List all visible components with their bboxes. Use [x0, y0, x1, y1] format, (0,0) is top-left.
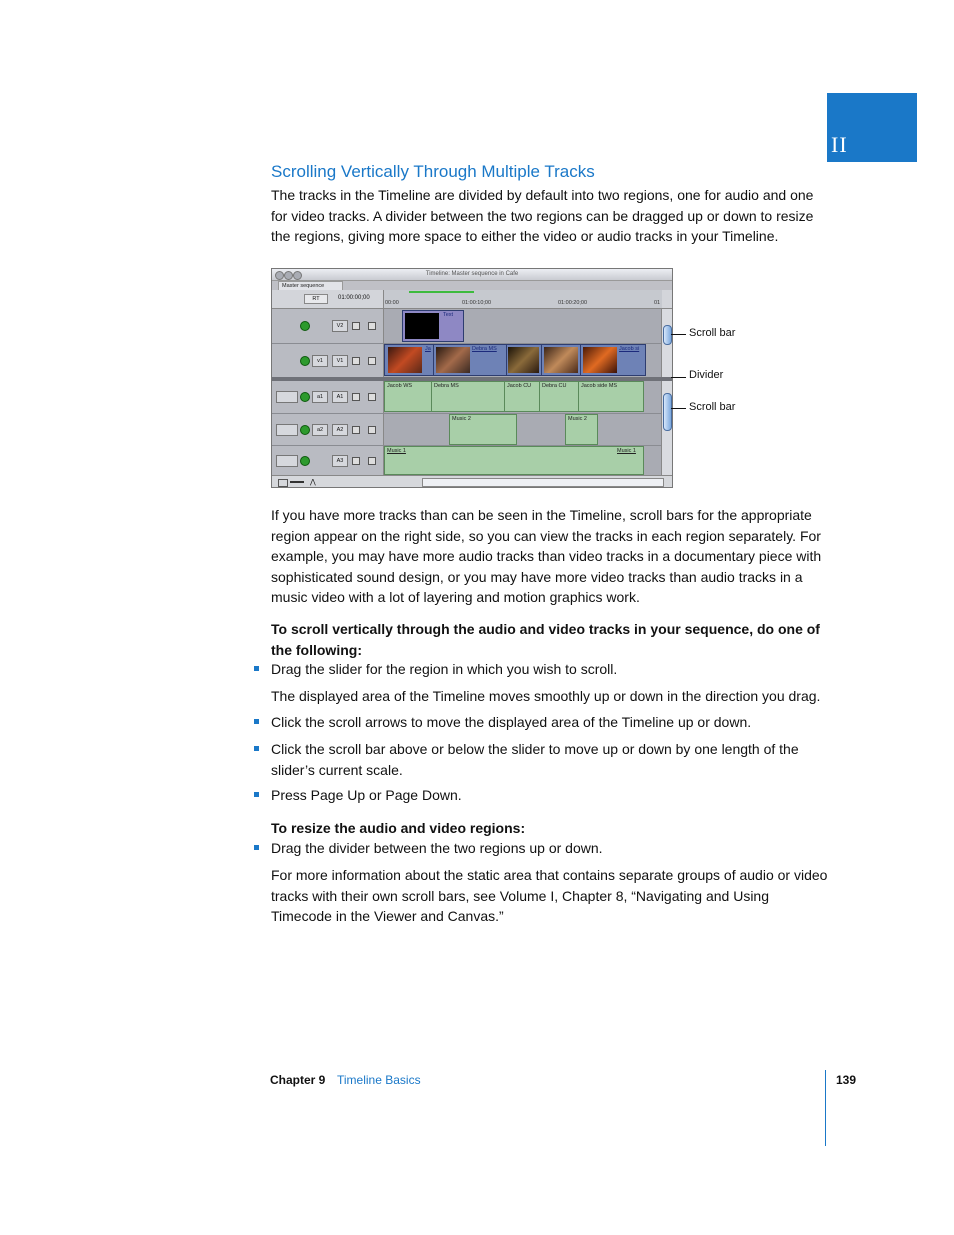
- video-scroll-slider[interactable]: [663, 325, 672, 345]
- time-ruler[interactable]: [383, 290, 662, 308]
- clip-label: Jacob CU: [507, 383, 532, 389]
- clip-label: Ja: [425, 346, 431, 352]
- track-lane-a1[interactable]: [383, 381, 662, 414]
- sequence-tab[interactable]: Master sequence: [278, 281, 343, 291]
- timeline-header: [272, 290, 672, 309]
- list-item: Drag the divider between the two regions up or down.: [271, 840, 603, 856]
- clip-audio[interactable]: [384, 446, 644, 475]
- lock-icon[interactable]: [352, 393, 360, 401]
- track-lane-a2[interactable]: [383, 414, 662, 446]
- clip-label: Debra CU: [542, 383, 567, 389]
- clip-thumbnail: [508, 347, 539, 373]
- clip-audio[interactable]: [384, 381, 432, 412]
- track-visibility-button[interactable]: [300, 321, 310, 331]
- closing-paragraph: For more information about the static area that contains separate groups of audio or video tracks with their own scroll bars, see Volume I, Chapter 8, “Navigating and Using Timecode in the Viewer and Canvas.”: [271, 867, 828, 924]
- ruler-tick: 01:00:10;00: [462, 300, 492, 306]
- track-label-a2[interactable]: A2: [332, 424, 348, 436]
- clip-label: Debra MS: [434, 383, 459, 389]
- section-heading: Scrolling Vertically Through Multiple Tracks: [271, 162, 595, 181]
- clip-label: Music 1: [617, 448, 636, 454]
- clip-thumbnail: [544, 347, 578, 373]
- clip-video[interactable]: [541, 344, 581, 376]
- track-label-a3[interactable]: A3: [332, 455, 348, 467]
- task-title-scroll: To scroll vertically through the audio and video tracks in your sequence, do one of the following:: [271, 621, 820, 658]
- track-label-a1[interactable]: A1: [332, 391, 348, 403]
- horizontal-scrollbar[interactable]: [422, 478, 664, 487]
- lock-icon[interactable]: [352, 457, 360, 465]
- track-header-a3: [272, 446, 383, 476]
- link-icon[interactable]: [368, 393, 376, 401]
- clip-audio[interactable]: [504, 381, 540, 412]
- track-header-a1: [272, 381, 383, 414]
- callout-bottom-scrollbar: Scroll bar: [689, 401, 736, 413]
- audio-controls[interactable]: [276, 391, 298, 403]
- bullet-icon: [254, 666, 259, 671]
- clip-label: Jacob si: [619, 346, 640, 352]
- rt-button[interactable]: RT: [304, 294, 328, 304]
- clip-audio[interactable]: [578, 381, 644, 412]
- link-icon[interactable]: [368, 322, 376, 330]
- timecode-field[interactable]: 01:00:00;00: [338, 295, 370, 301]
- track-visibility-button[interactable]: [300, 456, 310, 466]
- audio-scroll-slider[interactable]: [663, 393, 672, 431]
- clip-thumbnail: [405, 313, 439, 339]
- track-lane-a3[interactable]: [383, 446, 662, 476]
- footer-chapter: Chapter 9: [270, 1073, 326, 1087]
- clip-label: Jacob side MS: [581, 383, 618, 389]
- list-item: Click the scroll bar above or below the slider to move up or down by one length of the slider’s current scale.: [271, 741, 799, 778]
- clip-label: Text: [443, 312, 454, 318]
- lock-icon[interactable]: [352, 426, 360, 434]
- clip-audio[interactable]: [449, 414, 517, 445]
- bullet-icon: [254, 792, 259, 797]
- track-header-a2: [272, 414, 383, 446]
- audio-controls[interactable]: [276, 424, 298, 436]
- window-title: Timeline: Master sequence in Cafe: [425, 271, 519, 277]
- track-visibility-button[interactable]: [300, 392, 310, 402]
- clip-text[interactable]: [402, 310, 464, 342]
- track-visibility-button[interactable]: [300, 356, 310, 366]
- bullet-icon: [254, 845, 259, 850]
- clip-audio[interactable]: [431, 381, 505, 412]
- footer-rule: [825, 1070, 826, 1146]
- clip-audio[interactable]: [565, 414, 598, 445]
- clip-video[interactable]: [384, 344, 434, 376]
- link-icon[interactable]: [368, 457, 376, 465]
- clip-thumbnail: [388, 347, 422, 373]
- track-header-v2: [272, 309, 383, 344]
- ruler-tick: 00:00: [385, 300, 399, 306]
- paragraph-2: If you have more tracks than can be seen in the Timeline, scroll bars for the appropriate region appear on the right side, so you can view the tracks in each region separately. For example, you may have more audio tracks than video tracks in a documentary piece with sophisticated sound design, or you may have more video tracks than audio tracks in a music video with a lot of layering and motion graphics work.: [271, 507, 822, 605]
- bullet-icon: [254, 746, 259, 751]
- clip-label: Debra MS: [472, 346, 497, 352]
- intro-paragraph: The tracks in the Timeline are divided by default into two regions, one for audio and one for video tracks. A divider between the two regions can be dragged up or down to resize the regions, giving more space to either the video or audio tracks in your Timeline.: [271, 187, 814, 244]
- render-bar: [409, 291, 474, 293]
- callout-top-scrollbar: Scroll bar: [689, 327, 736, 339]
- source-control-a1[interactable]: a1: [312, 391, 328, 403]
- video-scrollbar[interactable]: [661, 309, 673, 377]
- link-icon[interactable]: [368, 426, 376, 434]
- callout-line: [671, 408, 686, 409]
- clip-overlays-toggle[interactable]: ⋀: [310, 479, 316, 486]
- window-titlebar: [272, 269, 672, 281]
- ruler-tick: 01: [654, 300, 661, 306]
- task-title-resize: To resize the audio and video regions:: [271, 820, 526, 836]
- track-header-v1: [272, 344, 383, 378]
- callout-line: [671, 377, 686, 378]
- lock-icon[interactable]: [352, 357, 360, 365]
- audio-controls[interactable]: [276, 455, 298, 467]
- page-number: 139: [836, 1073, 857, 1087]
- section-tab: [827, 93, 917, 162]
- timeline-bottom-bar: [272, 475, 672, 488]
- ruler-tick: 01:00:20;00: [558, 300, 588, 306]
- section-tab-label: II: [831, 132, 848, 157]
- lock-icon[interactable]: [352, 322, 360, 330]
- track-lane-v2[interactable]: [383, 309, 662, 344]
- track-visibility-button[interactable]: [300, 425, 310, 435]
- clip-label: Jacob WS: [387, 383, 413, 389]
- task-note: The displayed area of the Timeline moves smoothly up or down in the direction you drag.: [271, 688, 821, 704]
- track-label-v1[interactable]: V1: [332, 355, 348, 367]
- list-item: Drag the slider for the region in which you wish to scroll.: [271, 661, 618, 677]
- clip-label: Music 2: [452, 416, 471, 422]
- link-icon[interactable]: [368, 357, 376, 365]
- list-item: Press Page Up or Page Down.: [271, 787, 462, 803]
- callout-divider: Divider: [689, 369, 724, 381]
- clip-audio[interactable]: [539, 381, 579, 412]
- timeline-figure: [271, 268, 673, 488]
- clip-video[interactable]: [580, 344, 646, 376]
- track-lane-v1[interactable]: [383, 344, 662, 378]
- callout-line: [671, 334, 686, 335]
- audio-scrollbar[interactable]: [661, 381, 673, 475]
- clip-label: Music 2: [568, 416, 587, 422]
- track-height-control[interactable]: [278, 479, 288, 487]
- list-item: Click the scroll arrows to move the displayed area of the Timeline up or down.: [271, 714, 752, 730]
- source-control-v1[interactable]: v1: [312, 355, 328, 367]
- source-control-a2[interactable]: a2: [312, 424, 328, 436]
- clip-thumbnail: [583, 347, 617, 373]
- footer-chapter-title: Timeline Basics: [337, 1073, 421, 1087]
- zoom-slider[interactable]: [290, 481, 304, 483]
- clip-video[interactable]: [506, 344, 542, 376]
- bullet-icon: [254, 719, 259, 724]
- clip-label: Music 1: [387, 448, 406, 454]
- clip-thumbnail: [436, 347, 470, 373]
- track-label-v2[interactable]: V2: [332, 320, 348, 332]
- clip-video[interactable]: [433, 344, 507, 376]
